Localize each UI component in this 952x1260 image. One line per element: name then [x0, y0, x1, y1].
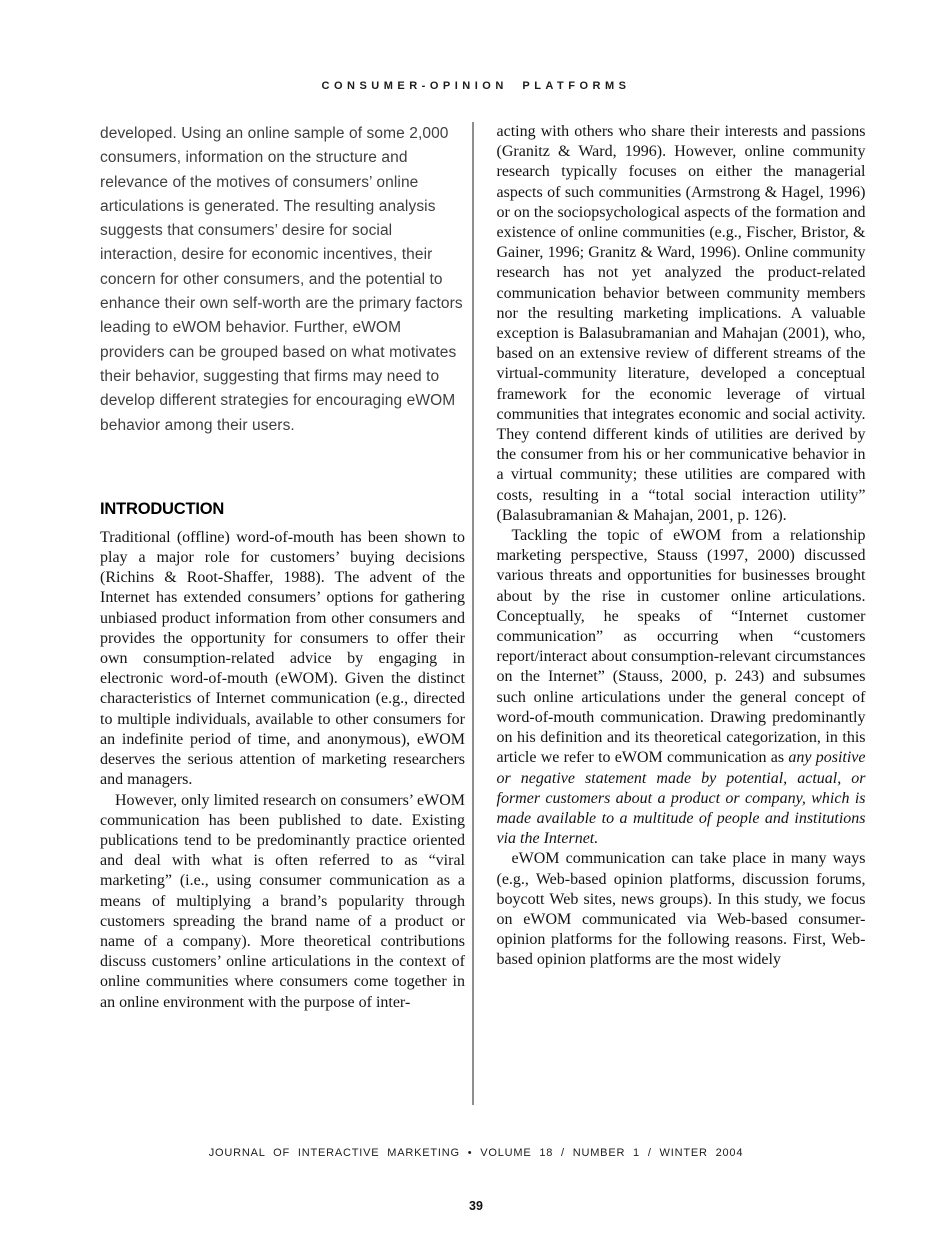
ewom-definition-italic-text: any positive or negative statement made by potential, actual, or former customers about a product or company, which is made available to a multitude of people and institutions via the Internet.	[496, 749, 866, 848]
paragraph	[497, 849, 866, 970]
column-divider-rule	[472, 122, 474, 1105]
running-head: CONSUMER-OPINION PLATFORMS	[321, 80, 631, 92]
journal-footer-line: JOURNAL OF INTERACTIVE MARKETING • VOLUME 18 / NUMBER 1 / WINTER 2004	[208, 1147, 744, 1159]
paragraph	[497, 526, 866, 849]
paragraph-text: acting with others who share their interests and passions (Granitz & Ward, 1996). However, online community research typically focuses on either the managerial aspects of such communities (Armstrong & Hagel, 1996) or on the sociopsychological aspects of the formation and existence of online communities (e.g., Fischer, Bristor, & Gainer, 1996; Granitz & Ward, 1996). Online community research has not yet analyzed the product-related communication behavior between community members nor the resulting marketing implications. A valuable exception is Balasubramanian and Mahajan (2001), who, based on an extensive review of different streams of the virtual-community literature, developed a conceptual framework for the economic leverage of virtual communities that integrates economic and social activity. They contend different kinds of utilities are derived by the consumer from his or her communicative behavior in a virtual community; these utilities are compared with costs, resulting in a “total social interaction utility” (Balasubramanian & Mahajan, 2001, p. 126).	[496, 123, 866, 524]
paragraph: Traditional (offline) word-of-mouth has been shown to play a major role for customers’ buying decisions (Richins & Root-Shaffer, 1988). The advent of the Internet has extended consumers’ options for gathering unbiased product information from other consumers and provides the opportunity for consumers to offer their own consumption-related advice by engaging in electronic word-of-mouth (eWOM). Given the distinct characteristics of Internet communication (e.g., directed to multiple individuals, available to other consumers for an indefinite period of time, and anonymous), eWOM deserves the serious attention of marketing researchers and managers.	[100, 528, 465, 789]
abstract-text: developed. Using an online sample of some 2,000 consumers, information on the structure and relevance of the motives of consumers’ online articulations is generated. The resulting analysis suggests that consumers’ desire for social interaction, desire for economic incentives, their concern for other consumers, and the potential to enhance their own self-worth are the primary factors leading to eWOM behavior. Further, eWOM providers can be grouped based on what motivates their behavior, suggesting that firms may need to develop different strategies for encouraging eWOM behavior among their users.	[100, 125, 463, 434]
left-column	[100, 122, 465, 1105]
paragraph	[497, 122, 866, 526]
section-heading-introduction: INTRODUCTION	[100, 499, 225, 518]
two-column-layout	[100, 122, 867, 1105]
paragraph: However, only limited research on consumers’ eWOM communication has been published to date. Existing publications tend to be predominantly practice oriented and deal with what is often referred to as “viral marketing” (i.e., using consumer communication as a means of multiplying a brand’s popularity through customers spreading the brand name of a product or name of a company). More theoretical contributions discuss customers’ online articulations in the context of online communities where consumers come together in an online environment with the purpose of inter-	[100, 791, 465, 1011]
page-number: 39	[469, 1199, 483, 1213]
paragraph-text: Tackling the topic of eWOM from a relationship marketing perspective, Stauss (1997, 2000) discussed various threats and opportunities for businesses brought about by the rise in customer online articulations. Conceptually, he speaks of “Internet customer communication” as occurring when “customers report/interact about consumption-relevant circumstances on the Internet” (Stauss, 2000, p. 243) and subsumes such online articulations under the general concept of word-of-mouth communication. Drawing predominantly on his definition and its theoretical categorization, in this article we refer to eWOM communication as	[496, 527, 866, 767]
paragraph-text: eWOM communication can take place in many ways (e.g., Web-based opinion platforms, discussion forums, boycott Web sites, news groups). In this study, we focus on eWOM communicated via Web-based consumer-opinion platforms for the following reasons. First, Web-based opinion platforms are the most widely	[496, 850, 866, 969]
right-column	[497, 122, 866, 1105]
